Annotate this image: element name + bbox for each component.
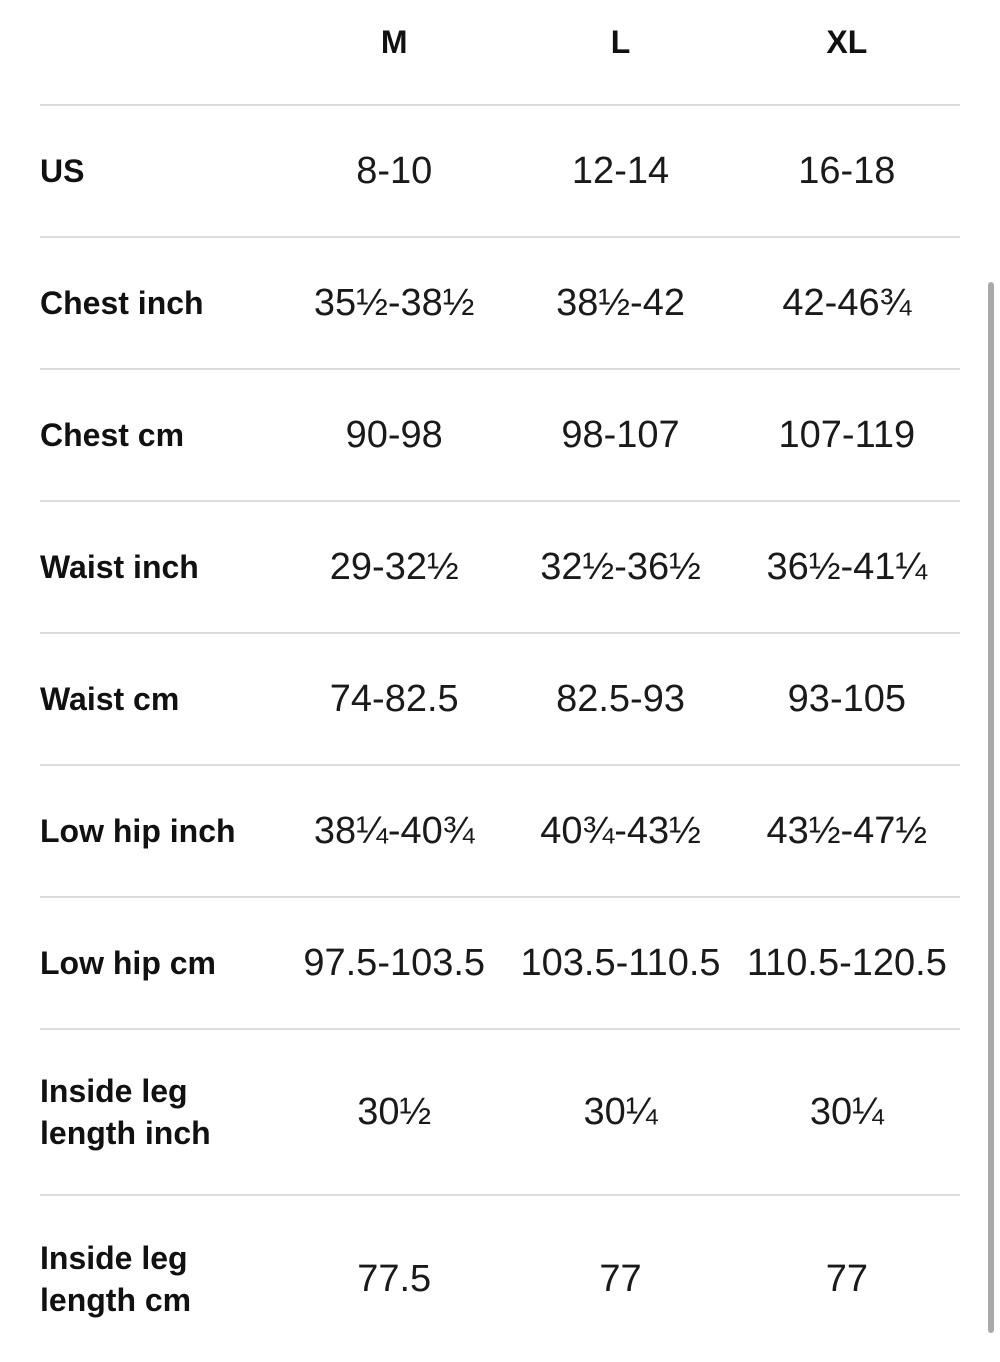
cell-l: 77 xyxy=(599,1257,642,1300)
row-label-line: Inside leg xyxy=(40,1073,188,1109)
cell-xl: 16-18 xyxy=(798,149,896,192)
table-row-inside-leg-cm xyxy=(40,1196,960,1362)
table-row-low-hip-cm xyxy=(40,898,960,1030)
row-label xyxy=(40,1237,281,1321)
cell-xl: 110.5-120.5 xyxy=(746,941,947,984)
row-label: Waist cm xyxy=(40,681,180,717)
cell-m: 97.5-103.5 xyxy=(303,941,486,984)
table-row-us xyxy=(40,106,960,238)
cell-xl: 93-105 xyxy=(787,677,906,720)
cell-m: 38¼-40¾ xyxy=(313,809,475,852)
vertical-scrollbar[interactable] xyxy=(988,282,994,1333)
column-header-m: M xyxy=(380,23,408,60)
column-header-l: L xyxy=(610,23,631,60)
row-label: US xyxy=(40,153,85,189)
cell-xl: 36½-41¼ xyxy=(766,545,928,588)
table-header-row xyxy=(40,0,960,106)
row-label: Low hip cm xyxy=(40,945,216,981)
cell-xl: 107-119 xyxy=(778,413,916,456)
table-row-low-hip-inch xyxy=(40,766,960,898)
cell-l: 82.5-93 xyxy=(556,677,685,720)
cell-l: 40¾-43½ xyxy=(540,809,701,852)
row-label-line: length cm xyxy=(40,1282,192,1318)
row-label-line: length inch xyxy=(40,1115,211,1151)
row-label: Chest inch xyxy=(40,285,204,321)
table-row-chest-inch xyxy=(40,238,960,370)
cell-l: 38½-42 xyxy=(556,281,685,324)
cell-l: 98-107 xyxy=(561,413,680,456)
cell-xl: 77 xyxy=(825,1257,868,1300)
cell-l: 30¼ xyxy=(583,1090,658,1133)
cell-m: 77.5 xyxy=(357,1257,432,1300)
cell-m: 74-82.5 xyxy=(329,677,459,720)
cell-xl: 30¼ xyxy=(809,1090,884,1133)
cell-m: 29-32½ xyxy=(329,545,459,588)
cell-m: 35½-38½ xyxy=(313,281,475,324)
cell-xl: 42-46¾ xyxy=(782,281,912,324)
table-row-waist-cm xyxy=(40,634,960,766)
table-row-inside-leg-inch xyxy=(40,1030,960,1196)
row-label: Chest cm xyxy=(40,417,185,453)
table-row-waist-inch xyxy=(40,502,960,634)
cell-l: 32½-36½ xyxy=(540,545,701,588)
size-chart-table xyxy=(40,0,960,1362)
row-label-line: Inside leg xyxy=(40,1240,188,1276)
cell-m: 90-98 xyxy=(345,413,443,456)
column-header-xl: XL xyxy=(826,23,868,60)
cell-l: 103.5-110.5 xyxy=(520,941,721,984)
row-label: Low hip inch xyxy=(40,813,236,849)
table-row-chest-cm xyxy=(40,370,960,502)
row-label xyxy=(40,1070,281,1154)
cell-l: 12-14 xyxy=(571,149,670,192)
cell-m: 30½ xyxy=(357,1090,432,1133)
cell-m: 8-10 xyxy=(356,149,433,192)
cell-xl: 43½-47½ xyxy=(766,809,928,852)
row-label: Waist inch xyxy=(40,549,199,585)
